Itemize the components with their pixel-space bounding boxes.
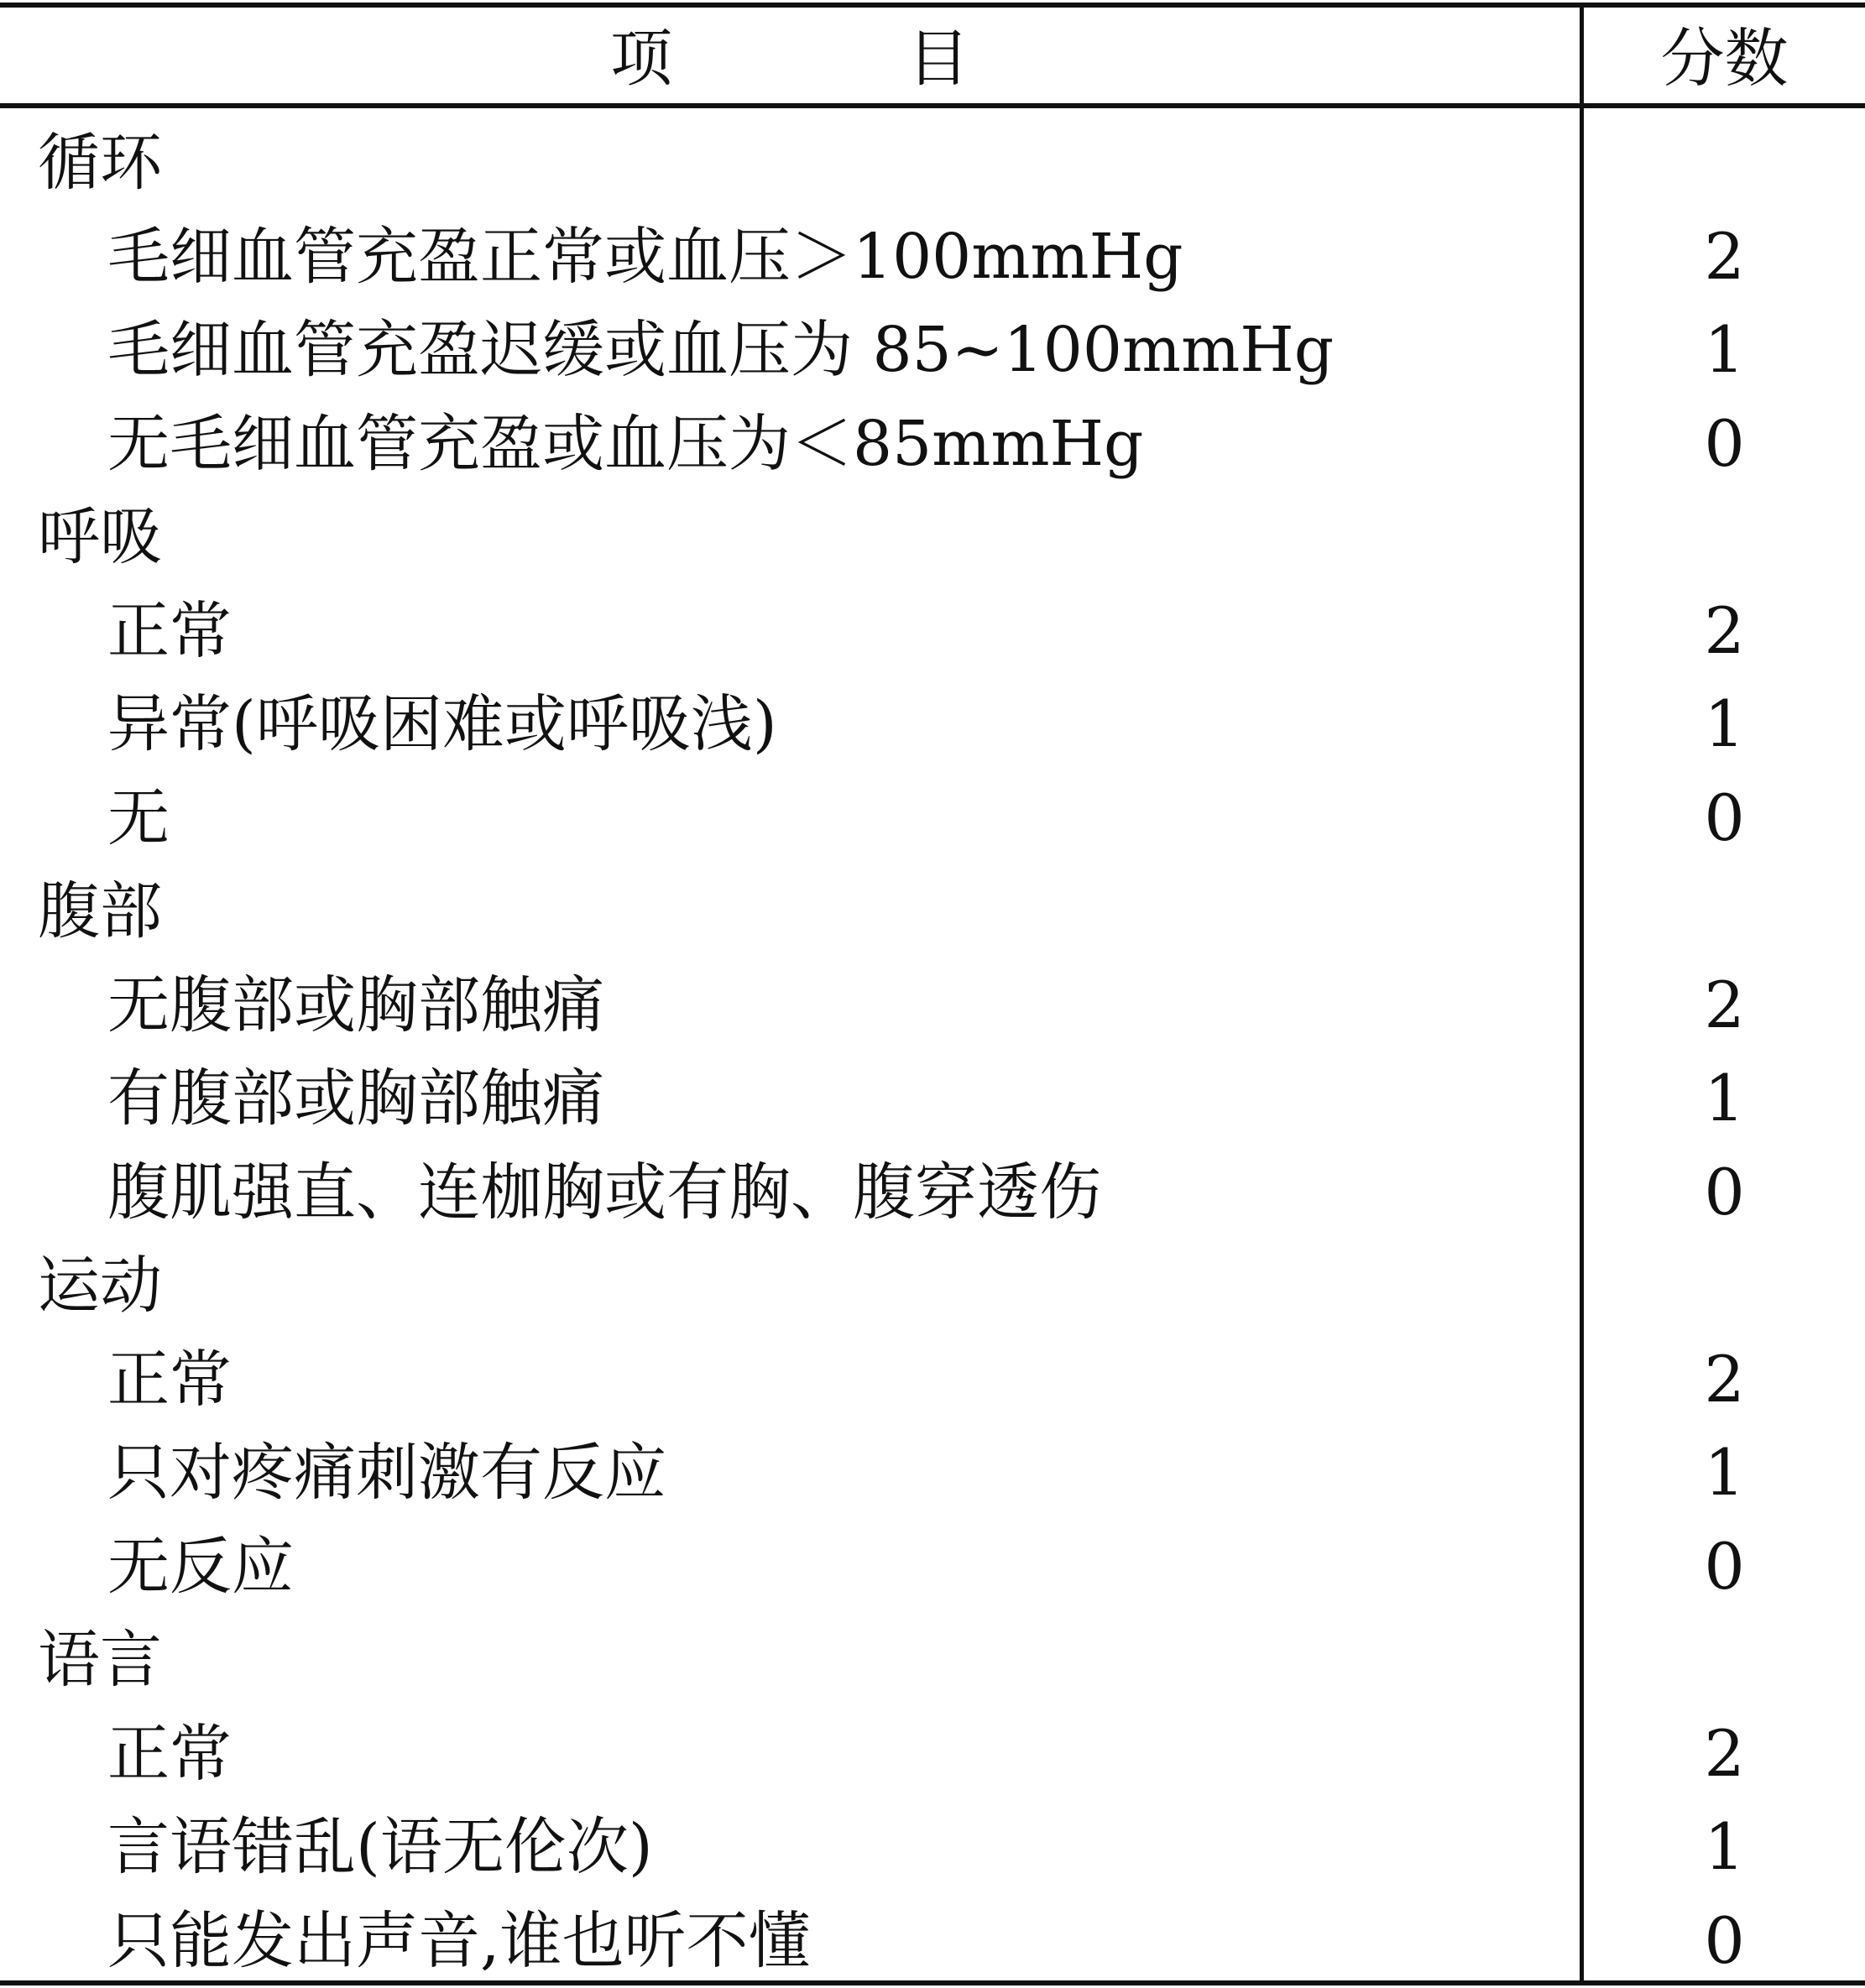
option-label: 无: [107, 781, 170, 854]
option-label: 异常(呼吸困难或呼吸浅): [107, 688, 777, 760]
option-label: 毛细血管充盈迟缓或血压为 85~100mmHg: [107, 314, 1335, 386]
score-value: 0: [1704, 1902, 1745, 1978]
table-row: [0, 1051, 1865, 1145]
category-row: [0, 490, 1865, 584]
option-label: 无反应: [107, 1530, 294, 1603]
score-value: [1584, 864, 1865, 958]
category-row: [0, 1613, 1865, 1707]
table-row: [0, 1800, 1865, 1894]
category-row: [0, 864, 1865, 958]
option-label: 正常: [107, 1343, 232, 1416]
table-row: [0, 1520, 1865, 1614]
header-item: 项目: [610, 23, 1204, 95]
option-label: 有腹部或胸部触痛: [107, 1062, 604, 1135]
score-value: 1: [1704, 686, 1745, 761]
score-value: 1: [1704, 312, 1745, 387]
score-value: [1584, 490, 1865, 584]
table-row: [0, 303, 1865, 397]
score-value: 2: [1704, 218, 1745, 294]
category-label: 语言: [38, 1624, 162, 1696]
option-label: 无毛细血管充盈或血压为＜85mmHg: [107, 407, 1144, 480]
option-label: 只对疼痛刺激有反应: [107, 1437, 666, 1509]
category-label: 运动: [38, 1250, 162, 1322]
score-value: 2: [1704, 1341, 1745, 1417]
score-value: [1584, 116, 1865, 210]
score-value: 1: [1704, 1435, 1745, 1510]
table-row: [0, 1426, 1865, 1520]
category-label: 呼吸: [38, 501, 162, 573]
category-label: 循环: [38, 127, 162, 199]
table-row: [0, 677, 1865, 771]
category-label: 腹部: [38, 875, 162, 947]
option-label: 腹肌强直、连枷胸或有胸、腹穿透伤: [107, 1156, 1101, 1229]
option-label: 毛细血管充盈正常或血压＞100mmHg: [107, 220, 1183, 293]
option-label: 正常: [107, 1717, 232, 1790]
table-row: [0, 1145, 1865, 1239]
table-row: [0, 1707, 1865, 1801]
score-value: [1584, 1239, 1865, 1333]
score-value: 1: [1704, 1809, 1745, 1884]
table-row: [0, 1333, 1865, 1427]
table-row: [0, 771, 1865, 865]
score-value: 0: [1704, 1154, 1745, 1229]
score-value: 2: [1704, 1715, 1745, 1791]
table-row: [0, 397, 1865, 491]
header-score: 分数: [1660, 21, 1789, 96]
table-row: [0, 958, 1865, 1052]
score-value: 0: [1704, 1528, 1745, 1604]
score-value: 2: [1704, 592, 1745, 668]
option-label: 言语错乱(语无伦次): [107, 1811, 653, 1883]
table-row: [0, 1894, 1865, 1988]
table-top-rule: [0, 3, 1865, 8]
score-value: [1584, 1613, 1865, 1707]
category-row: [0, 1239, 1865, 1333]
option-label: 只能发出声音,谁也听不懂: [107, 1904, 811, 1977]
option-label: 无腹部或胸部触痛: [107, 968, 604, 1041]
table-row: [0, 584, 1865, 678]
category-row: [0, 116, 1865, 210]
score-value: 0: [1704, 405, 1745, 481]
option-label: 正常: [107, 594, 232, 667]
table-row: [0, 210, 1865, 304]
score-value: 1: [1704, 1061, 1745, 1135]
score-value: 0: [1704, 780, 1745, 855]
table-header-rule: [0, 103, 1865, 108]
score-value: 2: [1704, 967, 1745, 1042]
